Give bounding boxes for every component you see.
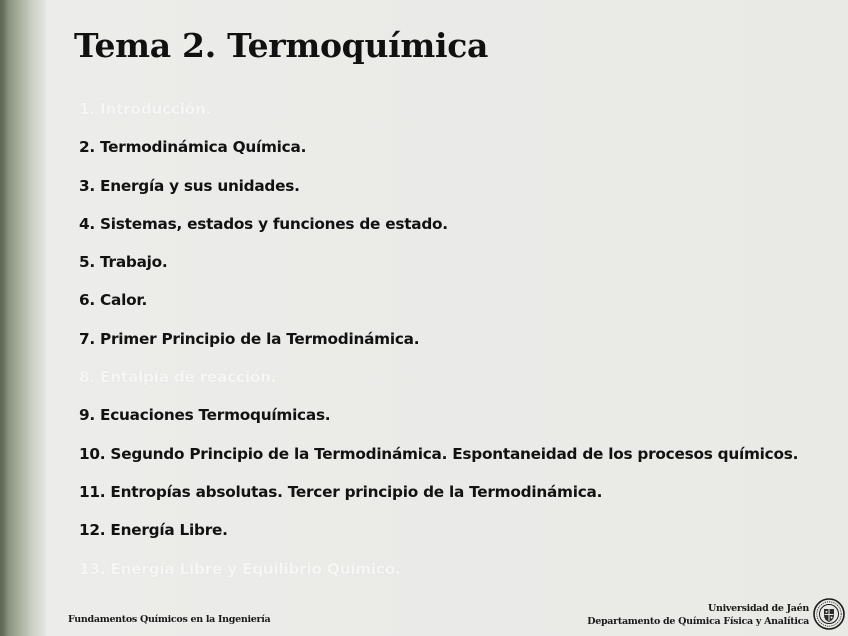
topic-item: 1. Introducción. — [79, 100, 212, 118]
topic-item: 10. Segundo Principio de la Termodinámica. Espontaneidad de los procesos químicos. — [79, 444, 799, 463]
topic-item: 11. Entropías absolutas. Tercer principio de la Termodinámica. — [79, 482, 603, 501]
topic-item: 12. Energía Libre. — [79, 521, 228, 540]
university-name: Universidad de Jaén — [708, 603, 809, 614]
topic-item: 6. Calor. — [79, 291, 148, 310]
topic-item: 13. Energía Libre y Equilibrio Químico. — [79, 559, 401, 578]
department-name: Departamento de Química Física y Analítica — [587, 616, 809, 627]
university-seal-icon — [813, 598, 845, 630]
course-name: Fundamentos Químicos en la Ingeniería — [68, 614, 271, 625]
topic-item: 5. Trabajo. — [79, 253, 168, 272]
institution-block — [587, 602, 809, 628]
topic-item: 3. Energía y sus unidades. — [79, 176, 300, 195]
topic-item: 4. Sistemas, estados y funciones de estado. — [79, 214, 448, 233]
topic-list — [79, 96, 798, 594]
topic-item: 2. Termodinámica Química. — [79, 138, 307, 157]
decorative-side-bar — [0, 0, 46, 636]
topic-item: 7. Primer Principio de la Termodinámica. — [79, 329, 420, 348]
topic-item: 9. Ecuaciones Termoquímicas. — [79, 406, 331, 425]
slide-title: Tema 2. Termoquímica — [74, 26, 489, 65]
topic-item: 8. Entalpía de reacción. — [79, 368, 277, 387]
